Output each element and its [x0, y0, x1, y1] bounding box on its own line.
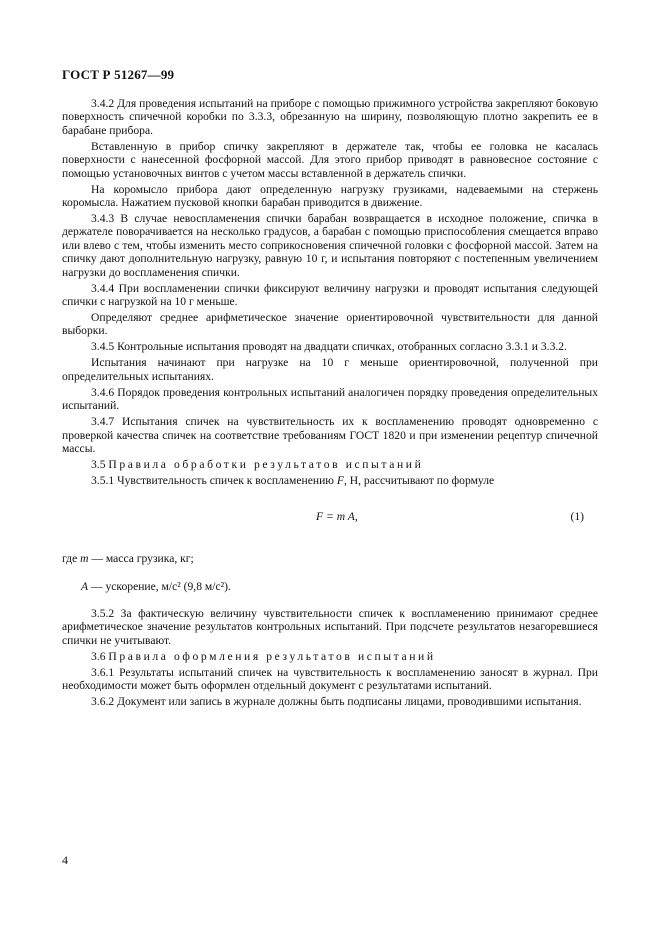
section-number: 3.5 — [91, 458, 106, 472]
paragraph-3-5-2: 3.5.2 За фактическую величину чувствительности спичек к воспламенению принимают среднее арифметическое значение результатов контрольных испытаний. При подсчете результатов незагоревшиеся спички не учитывают. — [62, 606, 598, 647]
section-3-5-heading — [62, 458, 598, 471]
paragraph-3-4-5: 3.4.5 Контрольные испытания проводят на двадцати спичках, отобранных согласно 3.3.1 и 3.3.2. — [91, 340, 567, 354]
where-a — [62, 580, 598, 593]
paragraph-start-load: Испытания начинают при нагрузке на 10 г меньше ориентировочной, полученной при определительных испытаниях. — [62, 356, 598, 383]
paragraph-3-4-6: 3.4.6 Порядок проведения контрольных испытаний аналогичен порядку проведения определительных испытаний. — [62, 385, 598, 413]
page-number: 4 — [62, 853, 68, 867]
section-title: Правила оформления результатов испытаний — [108, 649, 436, 663]
section-title: Правила обработки результатов испытаний — [108, 458, 424, 472]
paragraph-text: 3.5.1 Чувствительность спичек к воспламенению — [91, 474, 337, 488]
document-header: ГОСТ Р 51267—99 — [62, 67, 175, 82]
symbol-a: A — [81, 579, 89, 593]
paragraph-3-4-3: 3.4.3 В случае невоспламенения спички барабан возвращается в исходное положение, спичка в держателе поворачивается на несколько градусов, а барабан с помощью приспособления смещается вправо или влево с тем, чтобы изменить место соприкосновения спичечной головки с фосфорной массой. Затем на спичку дают дополнительную нагрузку, равную 10 г, и испытания повторяют с постепенным увеличением нагрузки до воспламенения спички. — [62, 212, 598, 279]
where-m — [62, 552, 598, 565]
a-description: — ускорение, м/с² (9,8 м/с²). — [88, 579, 231, 593]
formula-number: (1) — [570, 510, 584, 524]
paragraph-load-beam: На коромысло прибора дают определенную нагрузку грузиками, надеваемыми на стержень коромысла. Нажатием пусковой кнопки барабан приводится в движение. — [62, 182, 598, 210]
variable-f: F — [336, 474, 344, 488]
paragraph-text-end: , Н, рассчитывают по формуле — [343, 474, 495, 488]
m-description: — масса грузика, кг; — [88, 552, 194, 566]
paragraph-insert-match: Вставленную в прибор спичку закрепляют в держателе так, чтобы ее головка не касалась поверхности с нанесенной фосфорной массой. Для этого прибор приводят в равновесное состояние с помощью установочных винтов с учетом массы вставленной в держатель спички. — [62, 139, 598, 180]
paragraph-3-6-1: 3.6.1 Результаты испытаний спичек на чувствительность к воспламенению заносят в журнал. При необходимости может быть оформлен отдельный документ с результатами испытаний. — [62, 665, 598, 693]
paragraph-3-6-2: 3.6.2 Документ или запись в журнале должны быть подписаны лицами, проводившими испытания. — [91, 695, 582, 709]
paragraph-3-4-7: 3.4.7 Испытания спичек на чувствительность их к воспламенению проводят одновременно с проверкой качества спичек на соответствие требованиям ГОСТ 1820 и при изменении рецептур спичечной массы. — [62, 415, 598, 456]
document-body — [62, 97, 598, 711]
section-3-6-heading — [62, 650, 598, 663]
formula-row — [62, 490, 598, 552]
section-number: 3.6 — [91, 649, 106, 663]
formula: F = m A, — [316, 510, 358, 524]
where-prefix: где — [62, 552, 81, 566]
paragraph-3-5-1 — [62, 474, 598, 487]
paragraph-3-4-4: 3.4.4 При воспламенении спички фиксируют величину нагрузки и проводят испытания следующей спички с нагрузкой на 10 г меньше. — [62, 281, 598, 309]
symbol-m: m — [80, 552, 89, 566]
paragraph-mean-value: Определяют среднее арифметическое значение ориентировочной чувствительности для данной выборки. — [62, 311, 598, 338]
paragraph-3-4-2: 3.4.2 Для проведения испытаний на приборе с помощью прижимного устройства закрепляют боковую поверхность спичечной коробки по 3.3.3, обрезанную на ширину, позволяющую плотно закрепить ее в барабане прибора. — [62, 97, 598, 137]
